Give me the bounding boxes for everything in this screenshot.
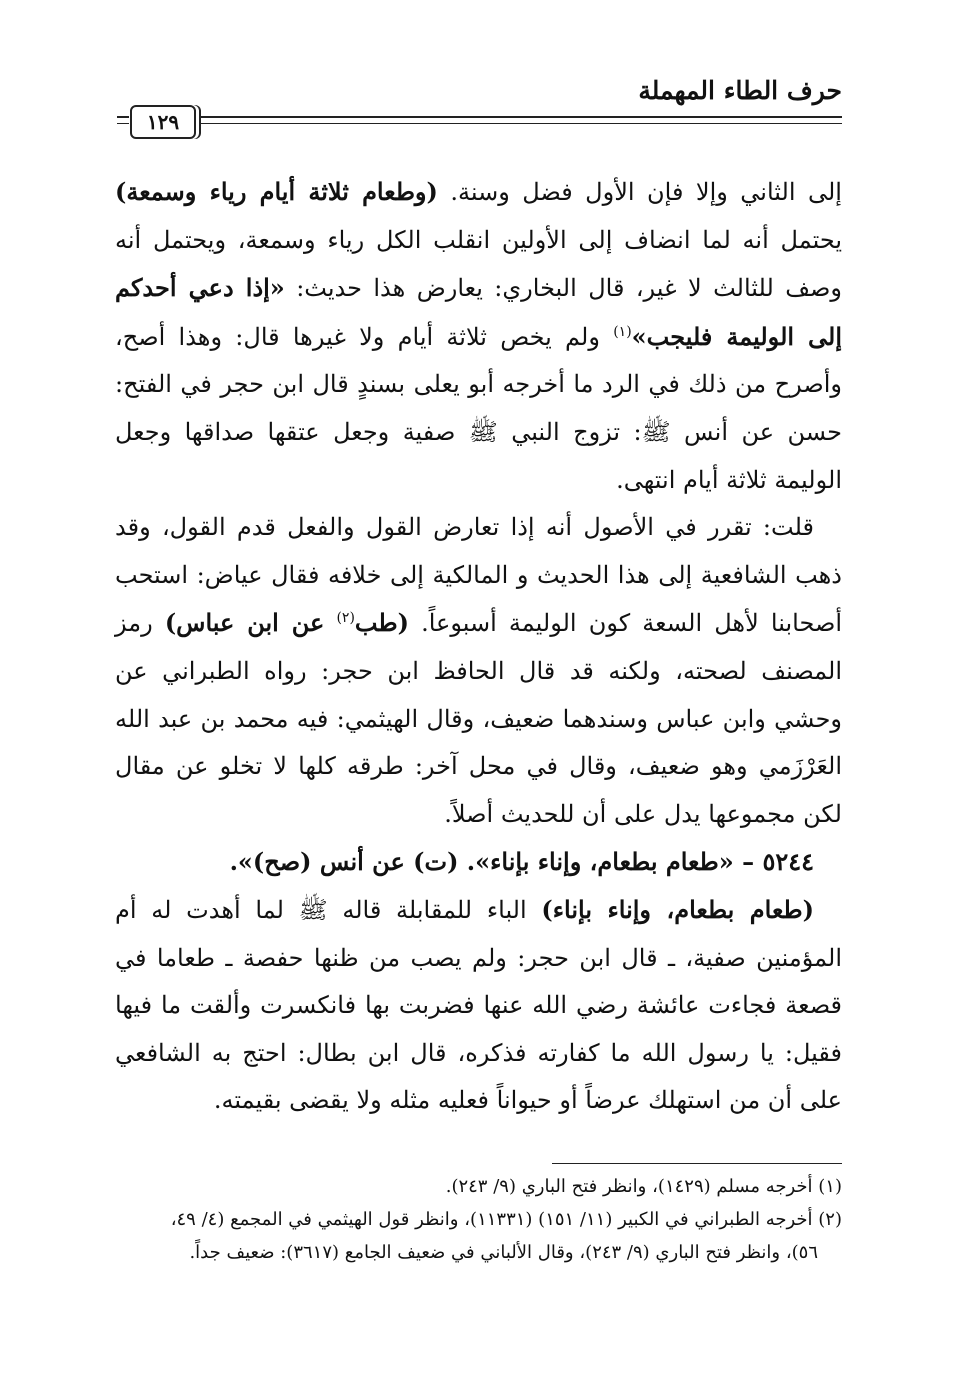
text-run: إلى الثاني وإلا فإن الأول فضل وسنة.: [450, 178, 842, 206]
main-text: [115, 168, 842, 1125]
header-rule-thin-line: [197, 123, 842, 124]
paragraph-3: [115, 886, 842, 1125]
header-rule-thick-line: [197, 116, 842, 118]
hadith-entry-5244: ٥٢٤٤ – «طعام بطعام، وإناء بإناء». (ت) عن أنس (صح)».: [229, 847, 814, 877]
source-abbrev: (طب: [354, 608, 409, 638]
header-rule-dash: [117, 116, 129, 118]
text-run: الباء للمقابلة قاله ﷺ لما أهدت له أم المؤمنين صفية، ـ قال ابن حجر: ولم يصب من ظنها حفصة ـ طعاما في قصعة فجاءت عائشة رضي الله عنها فضربت بها فانكسرت وألقت ما فيها فقيل: يا رسول الله ما كفارته فذكره، قال ابن بطال: احتج به الشافعي على أن من استهلك عرضاً أو حيواناً فعليه مثله ولا يقضى بقيمته.: [115, 895, 842, 1115]
footnotes: [115, 1170, 842, 1269]
paragraph-2: [115, 504, 842, 838]
text-run: ولم يخص ثلاثة أيام ولا غيرها قال: وهذا أصح، وأصرح من ذلك في الرد ما أخرجه أبو يعلى بسندٍ قال ابن حجر في الفتح: حسن عن أنس ﷺ: تزوج النبي ﷺ صفية وجعل عتقها صداقها وجعل الوليمة ثلاثة أيام انتهى.: [115, 322, 842, 494]
quoted-hadith: «إذا دعي أحدكم إلى الوليمة فليجب»: [115, 273, 843, 351]
paragraph-1: [115, 168, 842, 504]
footnote-separator: [552, 1163, 842, 1164]
page-number-box: ١٢٩: [130, 105, 196, 139]
footnote-2: (٢) أخرجه الطبراني في الكبير (١١/ ١٥١) (١١٣٣١)، وانظر قول الهيثمي في المجمع (٤/ ٤٩،: [170, 1209, 842, 1230]
text-run: يحتمل أنه لما انضاف إلى الأولين انقلب الكل رياء وسمعة، ويحتمل أنه وصف للثالث لا غير، قال البخاري: يعارض هذا حديث:: [115, 225, 843, 303]
running-header-title: حرف الطاء المهملة: [638, 76, 842, 105]
header-rule-dash-thin: [117, 123, 129, 124]
narrator: عن ابن عباس): [164, 608, 325, 638]
text-run: رمز المصنف لصحته، ولكنه قد قال الحافظ ابن حجر: رواه الطبراني عن وحشي وابن عباس وسندهما ضعيف، وقال الهيثمي: فيه محمد بن عبد الله العَرْزَمي وهو ضعيف، وقال في محل آخر: طرقه كلها لا تخلو عن مقال لكن مجموعها يدل على أن للحديث أصلاً.: [115, 609, 842, 828]
quoted-hadith-phrase: (طعام بطعام، وإناء بإناء): [541, 894, 814, 924]
footnote-ref-1[interactable]: (١): [613, 323, 632, 340]
quoted-hadith-phrase: (وطعام ثلاثة أيام رياء وسمعة): [115, 177, 438, 206]
footnote-1: (١) أخرجه مسلم (١٤٢٩)، وانظر فتح الباري (٩/ ٢٤٣).: [445, 1176, 842, 1197]
header-rule: [117, 114, 842, 128]
footnote-2-continued: ٥٦)، وانظر فتح الباري (٩/ ٢٤٣)، وقال الألباني في ضعيف الجامع (٣٦١٧): ضعيف جداً.: [189, 1242, 818, 1263]
text-run: قلت: تقرر في الأصول أنه إذا تعارض القول والفعل قدم القول، وقد ذهب الشافعية إلى هذا الحديث و المالكية إلى خلافه فقال عياض: استحب أصحابنا لأهل السعة كون الوليمة أسبوعاً.: [115, 513, 842, 638]
footnote-ref-2[interactable]: (٢): [336, 610, 355, 627]
